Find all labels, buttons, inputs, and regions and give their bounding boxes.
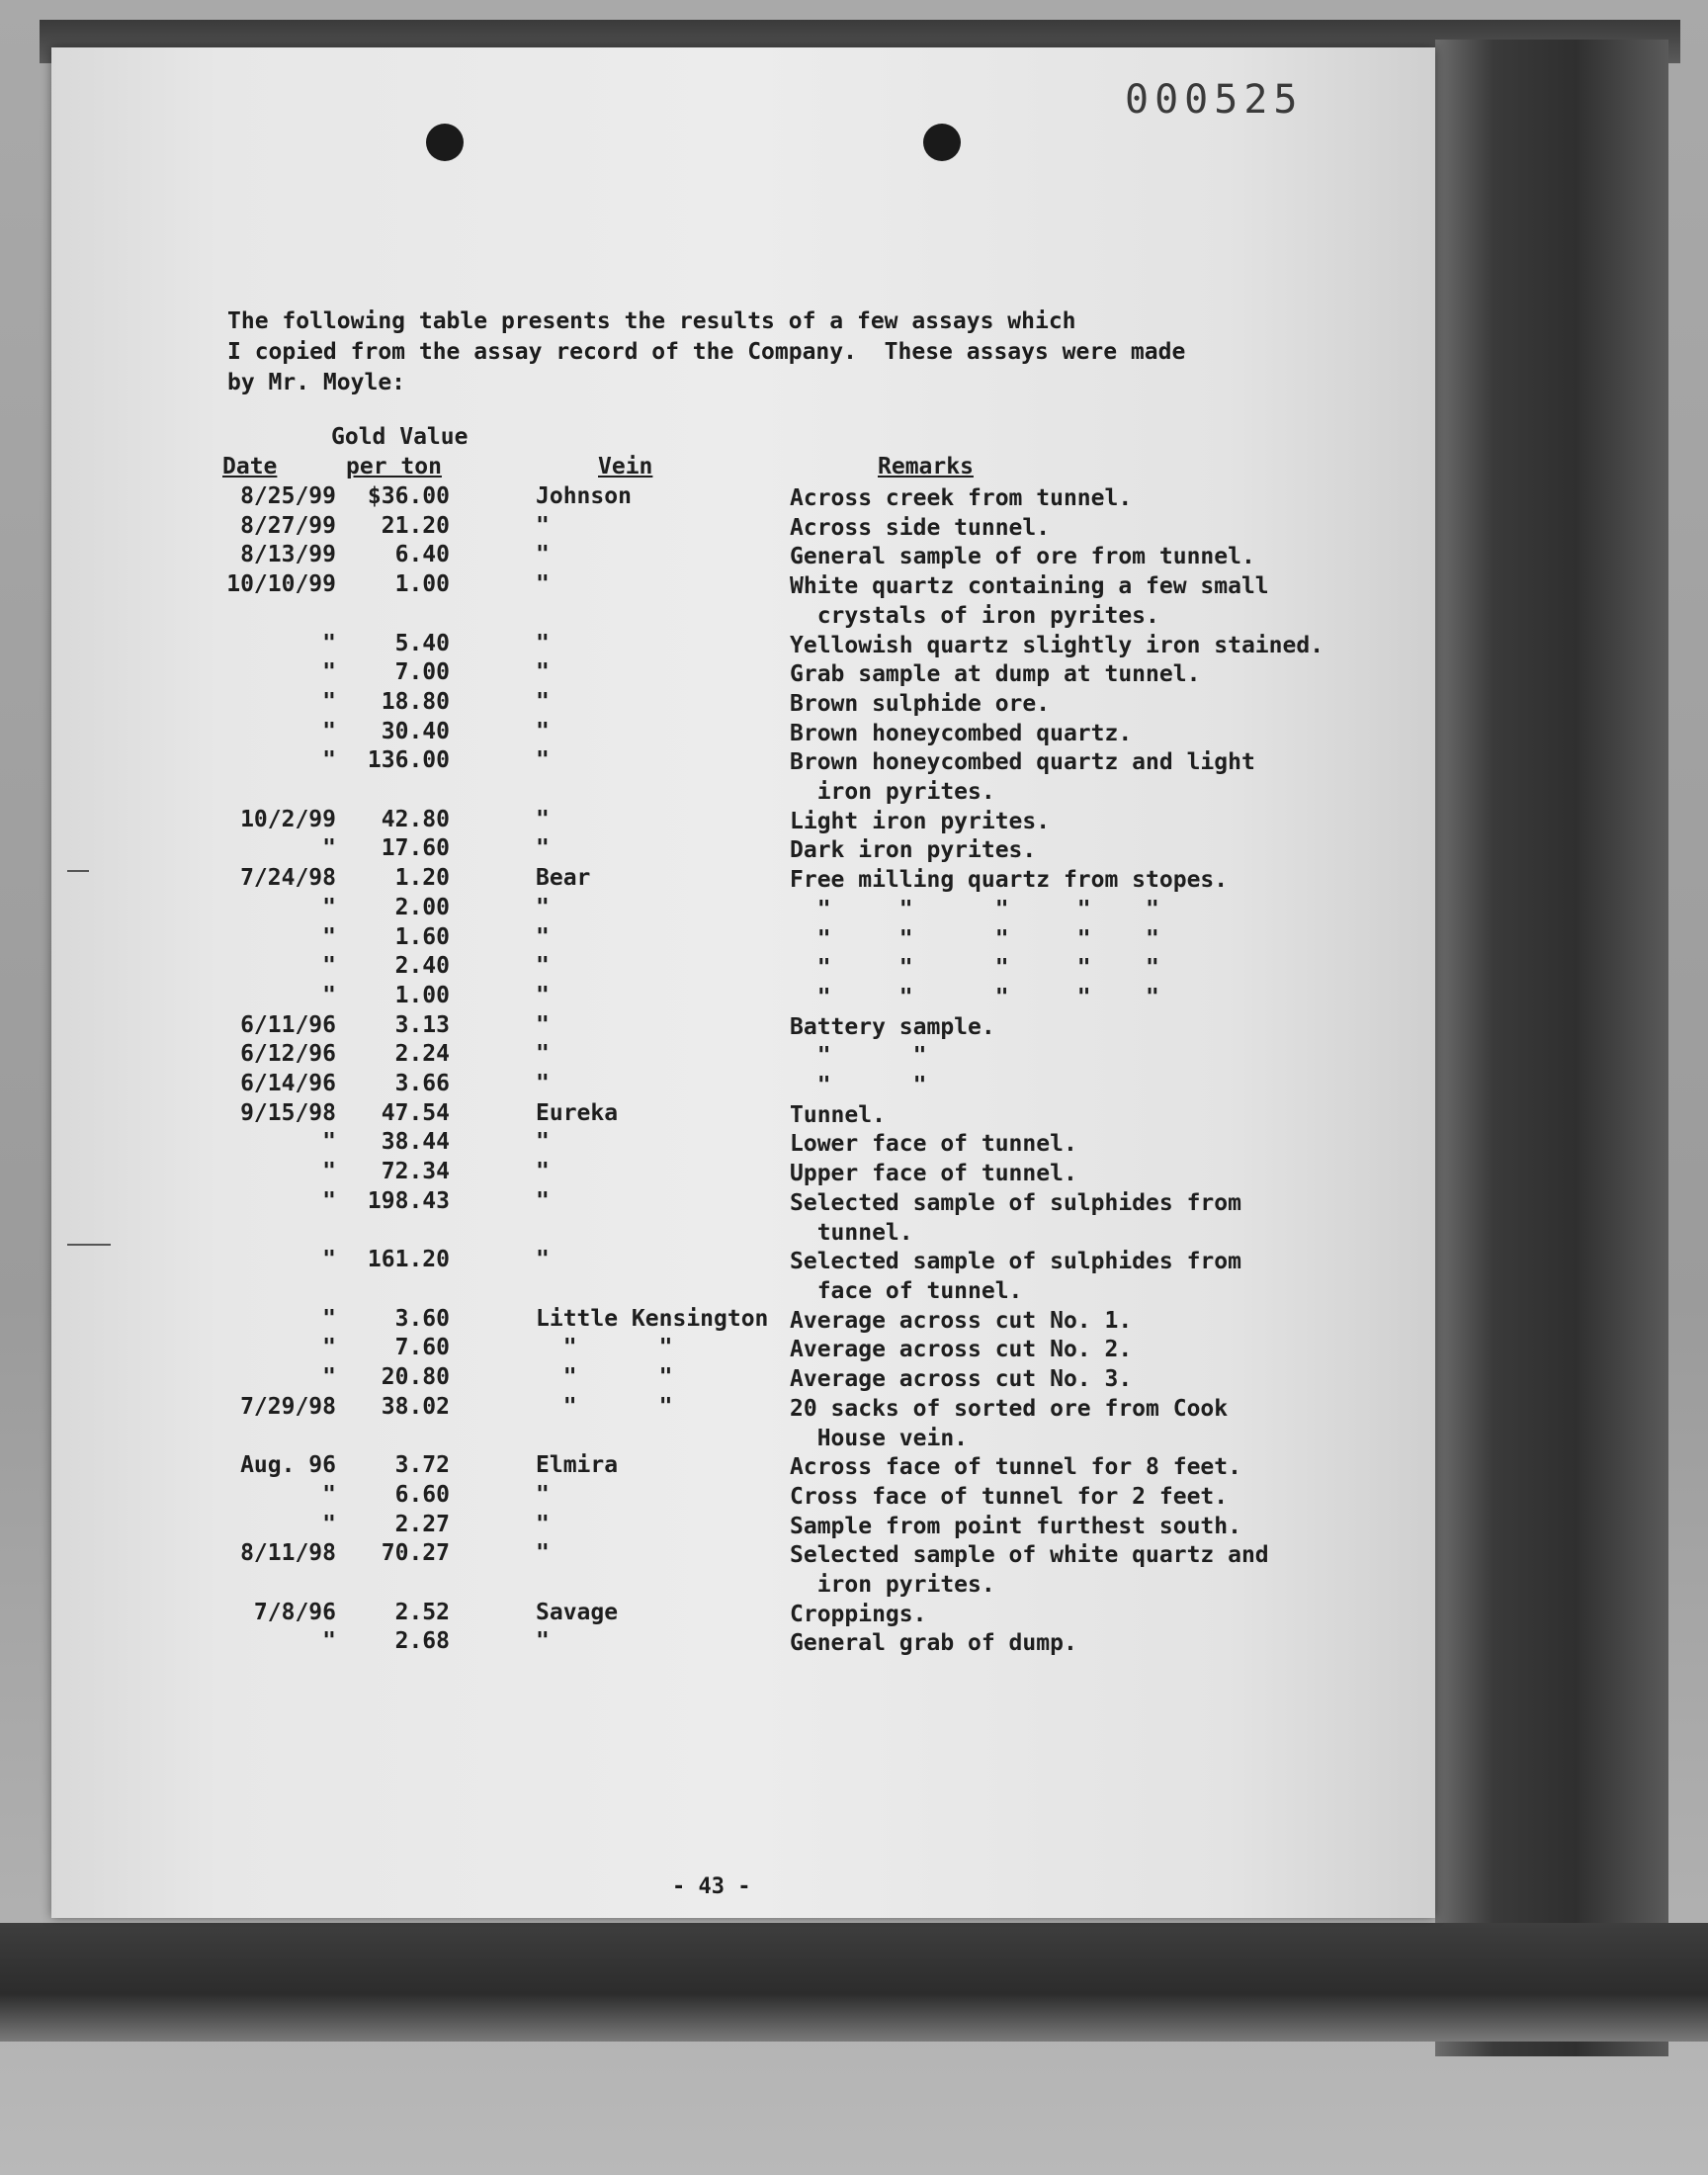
table-row — [203, 1393, 1389, 1451]
cell-date: " — [322, 894, 336, 920]
cell-date: " — [322, 1187, 336, 1214]
cell-gold-value: 30.40 — [381, 718, 450, 744]
cell-date: " — [322, 659, 336, 686]
cell-gold-value: 161.20 — [367, 1247, 450, 1273]
cell-vein: Bear — [536, 865, 591, 892]
cell-remarks: Tunnel. — [790, 1101, 886, 1128]
cell-date: " — [322, 1481, 336, 1508]
cell-remarks: 20 sacks of sorted ore from Cook House vein. — [790, 1395, 1229, 1451]
table-row — [203, 1187, 1389, 1246]
cell-vein: " " — [536, 1335, 673, 1361]
cell-remarks: Upper face of tunnel. — [790, 1161, 1077, 1187]
cell-gold-value: 18.80 — [381, 688, 450, 715]
cell-remarks: Light iron pyrites. — [790, 808, 1051, 834]
cell-date: 6/12/96 — [240, 1041, 336, 1068]
cell-gold-value: 3.60 — [394, 1305, 450, 1332]
cell-gold-value: 70.27 — [381, 1540, 450, 1567]
cell-vein: " — [536, 512, 550, 539]
cell-gold-value: 6.40 — [394, 542, 450, 568]
table-row — [203, 924, 1389, 954]
header-vein: Vein — [598, 454, 653, 479]
cell-remarks: Average across cut No. 3. — [790, 1366, 1133, 1392]
cell-gold-value: 1.00 — [394, 571, 450, 598]
table-row — [203, 1012, 1389, 1042]
cell-vein: " — [536, 894, 550, 920]
header-per-ton: per ton — [346, 454, 442, 479]
page-number: - 43 - — [672, 1874, 751, 1899]
table-row — [203, 571, 1389, 630]
table-row — [203, 747, 1389, 806]
cell-gold-value: 3.66 — [394, 1071, 450, 1096]
table-row — [203, 1540, 1389, 1599]
table-row — [203, 659, 1389, 689]
cell-gold-value: 3.72 — [394, 1452, 450, 1479]
cell-gold-value: $36.00 — [367, 483, 450, 509]
document-stamp-number: 000525 — [1125, 77, 1304, 123]
cell-remarks: Brown honeycombed quartz and light iron pyrites. — [790, 749, 1255, 806]
cell-remarks: Brown sulphide ore. — [790, 690, 1051, 717]
cell-gold-value: 38.02 — [381, 1393, 450, 1420]
cell-date: " — [322, 1247, 336, 1273]
table-row — [203, 1129, 1389, 1159]
cell-date: " — [322, 1511, 336, 1537]
table-row — [203, 1600, 1389, 1629]
cell-remarks: Battery sample. — [790, 1013, 995, 1040]
scan-bottom-band — [0, 1923, 1708, 2042]
cell-vein: " " — [536, 1364, 673, 1390]
cell-vein: Eureka — [536, 1099, 619, 1126]
cell-date: 8/27/99 — [240, 512, 336, 539]
cell-remarks: Yellowish quartz slightly iron stained. — [790, 632, 1324, 658]
cell-vein: Little Kensington — [536, 1305, 769, 1332]
cell-date: " — [322, 1628, 336, 1655]
table-row — [203, 1100, 1389, 1130]
cell-vein: " — [536, 806, 550, 832]
cell-date: 7/29/98 — [240, 1393, 336, 1420]
cell-gold-value: 72.34 — [381, 1159, 450, 1185]
cell-vein: " — [536, 1071, 550, 1096]
cell-vein: " — [536, 1540, 550, 1567]
cell-vein: " — [536, 747, 550, 774]
cell-gold-value: 1.20 — [394, 865, 450, 892]
table-row — [203, 895, 1389, 924]
cell-date: " — [322, 747, 336, 774]
cell-remarks: Selected sample of white quartz and iron pyrites. — [790, 1542, 1269, 1599]
cell-vein: " — [536, 571, 550, 598]
cell-remarks: Average across cut No. 1. — [790, 1307, 1133, 1334]
cell-date: " — [322, 923, 336, 950]
cell-vein: " — [536, 1129, 550, 1156]
cell-remarks: " " " " " — [790, 955, 1159, 982]
table-row — [203, 807, 1389, 836]
cell-date: 8/25/99 — [240, 483, 336, 509]
table-row — [203, 953, 1389, 983]
cell-gold-value: 2.52 — [394, 1599, 450, 1625]
cell-remarks: Brown honeycombed quartz. — [790, 720, 1133, 746]
cell-gold-value: 21.20 — [381, 512, 450, 539]
cell-remarks: Across creek from tunnel. — [790, 485, 1133, 511]
cell-vein: " — [536, 1481, 550, 1508]
cell-date: " — [322, 982, 336, 1008]
table-row — [203, 1364, 1389, 1394]
cell-remarks: Average across cut No. 2. — [790, 1337, 1133, 1363]
table-row — [203, 719, 1389, 748]
cell-vein: " — [536, 1011, 550, 1038]
cell-date: " — [322, 1364, 336, 1390]
table-row — [203, 1071, 1389, 1100]
cell-vein: " — [536, 835, 550, 862]
cell-date: " — [322, 1159, 336, 1185]
cell-remarks: " " — [790, 1043, 927, 1070]
cell-vein: Johnson — [536, 483, 632, 509]
cell-gold-value: 2.40 — [394, 953, 450, 980]
table-row — [203, 1335, 1389, 1364]
cell-vein: Elmira — [536, 1452, 619, 1479]
table-row — [203, 542, 1389, 571]
cell-gold-value: 2.27 — [394, 1511, 450, 1537]
cell-date: 9/15/98 — [240, 1099, 336, 1126]
cell-vein: " — [536, 982, 550, 1008]
table-row — [203, 513, 1389, 543]
table-row — [203, 835, 1389, 865]
table-row — [203, 1628, 1389, 1658]
cell-remarks: Across face of tunnel for 8 feet. — [790, 1454, 1241, 1481]
cell-date: " — [322, 835, 336, 862]
cell-date: 7/8/96 — [253, 1599, 336, 1625]
cell-date: Aug. 96 — [240, 1452, 336, 1479]
cell-remarks: Dark iron pyrites. — [790, 837, 1037, 864]
cell-gold-value: 42.80 — [381, 806, 450, 832]
cell-vein: " — [536, 1041, 550, 1068]
cell-date: 7/24/98 — [240, 865, 336, 892]
cell-gold-value: 5.40 — [394, 630, 450, 656]
cell-date: " — [322, 1129, 336, 1156]
cell-gold-value: 7.00 — [394, 659, 450, 686]
table-row — [203, 1247, 1389, 1305]
cell-remarks: Selected sample of sulphides from tunnel. — [790, 1189, 1241, 1246]
punch-hole — [426, 124, 464, 161]
cell-remarks: Croppings. — [790, 1601, 927, 1627]
cell-gold-value: 1.00 — [394, 982, 450, 1008]
cell-date: 10/2/99 — [240, 806, 336, 832]
cell-vein: " — [536, 718, 550, 744]
intro-paragraph: The following table presents the results of a few assays which I copied from the assay record of the Company. These assays were made by Mr. Moyle: — [227, 308, 1186, 395]
cell-date: " — [322, 1335, 336, 1361]
cell-vein: " — [536, 923, 550, 950]
cell-vein: Savage — [536, 1599, 619, 1625]
cell-date: " — [322, 718, 336, 744]
cell-vein: " — [536, 1187, 550, 1214]
cell-vein: " — [536, 542, 550, 568]
cell-gold-value: 20.80 — [381, 1364, 450, 1390]
table-row — [203, 1306, 1389, 1336]
cell-remarks: Across side tunnel. — [790, 514, 1051, 541]
cell-vein: " — [536, 1628, 550, 1655]
cell-remarks: Lower face of tunnel. — [790, 1131, 1077, 1158]
margin-mark — [67, 1244, 111, 1246]
cell-gold-value: 2.00 — [394, 894, 450, 920]
cell-remarks: White quartz containing a few small crystals of iron pyrites. — [790, 573, 1269, 630]
table-row — [203, 865, 1389, 895]
punch-hole — [923, 124, 961, 161]
cell-date: 10/10/99 — [226, 571, 336, 598]
cell-vein: " — [536, 688, 550, 715]
table-row — [203, 631, 1389, 660]
table-row — [203, 1512, 1389, 1541]
cell-remarks: Cross face of tunnel for 2 feet. — [790, 1483, 1229, 1510]
cell-gold-value: 17.60 — [381, 835, 450, 862]
cell-remarks: " " " " " — [790, 896, 1159, 922]
header-remarks: Remarks — [878, 454, 974, 479]
header-date: Date — [222, 454, 278, 479]
cell-gold-value: 38.44 — [381, 1129, 450, 1156]
cell-date: " — [322, 630, 336, 656]
cell-vein: " — [536, 659, 550, 686]
header-gold-value: Gold Value — [331, 424, 469, 450]
cell-remarks: " " — [790, 1073, 927, 1098]
cell-gold-value: 47.54 — [381, 1099, 450, 1126]
cell-gold-value: 198.43 — [367, 1187, 450, 1214]
cell-date: " — [322, 688, 336, 715]
cell-date: " — [322, 953, 336, 980]
cell-date: 6/11/96 — [240, 1011, 336, 1038]
cell-remarks: General sample of ore from tunnel. — [790, 544, 1255, 570]
cell-gold-value: 136.00 — [367, 747, 450, 774]
table-row — [203, 1482, 1389, 1512]
margin-mark — [67, 870, 89, 872]
table-row — [203, 983, 1389, 1012]
cell-date: 8/13/99 — [240, 542, 336, 568]
cell-vein: " — [536, 630, 550, 656]
cell-remarks: General grab of dump. — [790, 1630, 1077, 1657]
cell-date: " — [322, 1305, 336, 1332]
cell-remarks: Grab sample at dump at tunnel. — [790, 661, 1201, 688]
cell-remarks: Free milling quartz from stopes. — [790, 867, 1229, 894]
cell-gold-value: 1.60 — [394, 923, 450, 950]
cell-gold-value: 6.60 — [394, 1481, 450, 1508]
table-row — [203, 1041, 1389, 1071]
cell-vein: " " — [536, 1393, 673, 1420]
cell-vein: " — [536, 1511, 550, 1537]
cell-remarks: Selected sample of sulphides from face of tunnel. — [790, 1249, 1241, 1305]
cell-gold-value: 7.60 — [394, 1335, 450, 1361]
table-row — [203, 1452, 1389, 1482]
cell-vein: " — [536, 1159, 550, 1185]
cell-date: 6/14/96 — [240, 1071, 336, 1096]
cell-vein: " — [536, 953, 550, 980]
cell-vein: " — [536, 1247, 550, 1273]
table-row — [203, 689, 1389, 719]
cell-gold-value: 2.68 — [394, 1628, 450, 1655]
cell-gold-value: 3.13 — [394, 1011, 450, 1038]
cell-gold-value: 2.24 — [394, 1041, 450, 1068]
cell-date: 8/11/98 — [240, 1540, 336, 1567]
cell-remarks: " " " " " — [790, 925, 1159, 952]
table-row — [203, 483, 1389, 513]
cell-remarks: " " " " " — [790, 984, 1159, 1010]
cell-remarks: Sample from point furthest south. — [790, 1513, 1241, 1539]
table-row — [203, 1159, 1389, 1188]
